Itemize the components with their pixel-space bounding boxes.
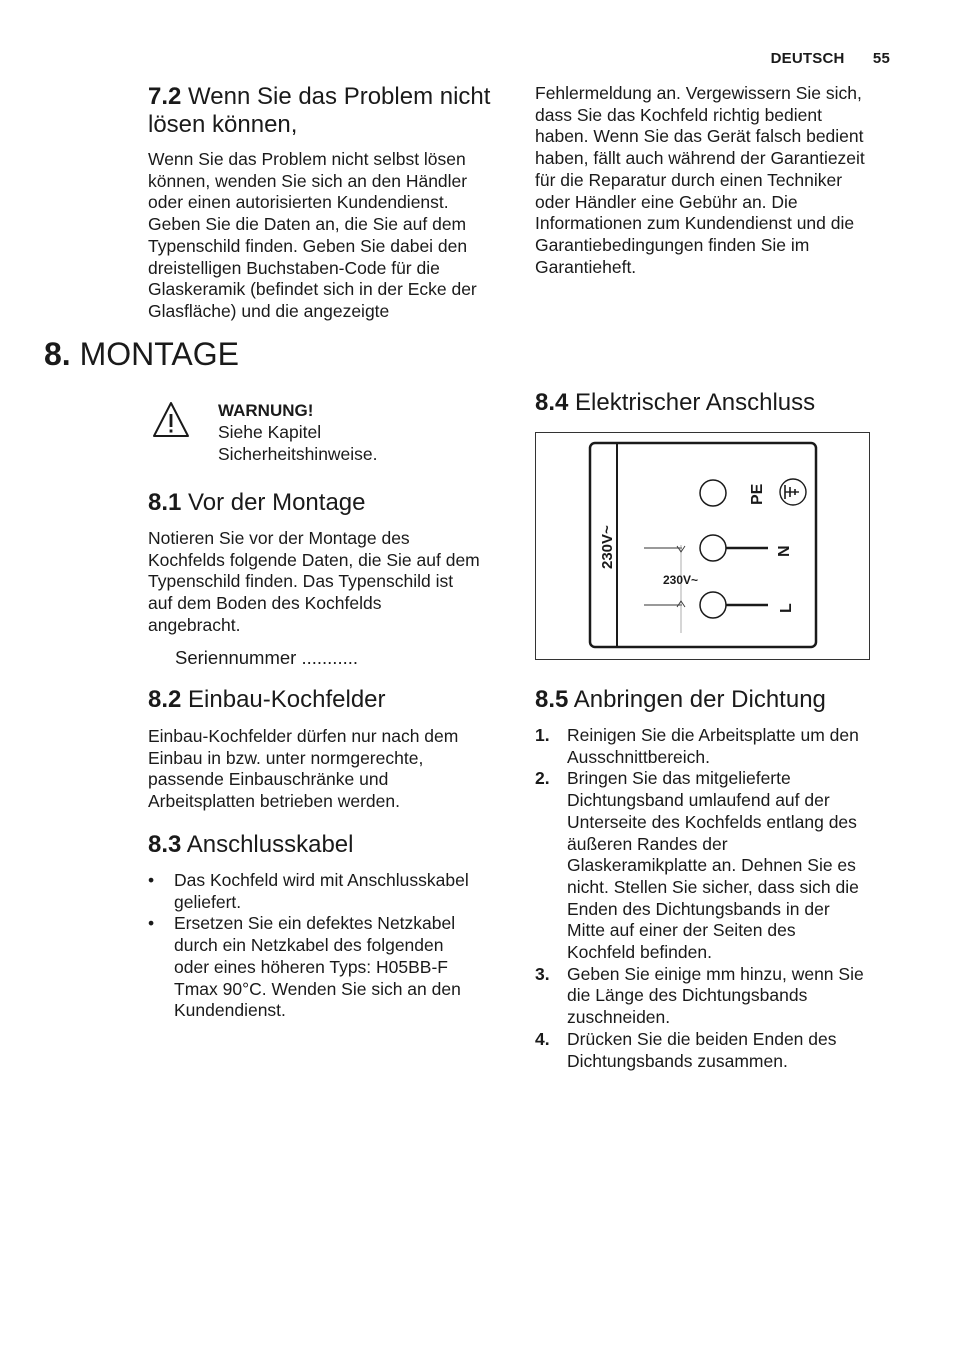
text-line: äußeren Randes der: [567, 833, 728, 854]
ground-symbol-icon: [780, 479, 806, 505]
step-number: 2.: [535, 768, 550, 789]
text-line: Notieren Sie vor der Montage des: [148, 528, 410, 548]
step-number: 4.: [535, 1028, 550, 1049]
list-item: [535, 1029, 905, 1072]
text-line: durch ein Netzkabel des folgenden: [174, 935, 444, 956]
list-item: [535, 964, 905, 1029]
section-title: Elektrischer Anschluss: [575, 389, 816, 416]
section-8-5-steps: [535, 725, 905, 1072]
section-number: 8.1: [148, 489, 182, 516]
text-line: haben, fällt auch während der Garantiezeit: [535, 148, 865, 169]
wiring-diagram: [535, 432, 870, 660]
list-item: [148, 870, 518, 913]
warning-text: Siehe Kapitel: [218, 422, 322, 442]
text-line: Glasfläche) und die angezeigte: [148, 300, 390, 321]
text-line: geliefert.: [174, 891, 242, 912]
section-number: 8.4: [535, 389, 569, 416]
page-number: 55: [872, 50, 890, 67]
serial-number-line: Seriennummer ...........: [175, 647, 359, 668]
section-title: Anschlusskabel: [186, 831, 354, 858]
text-line: angebracht.: [148, 614, 241, 635]
text-line: Mitte auf einer der Seiten des: [567, 920, 796, 941]
text-line: Einbau in bzw. unter normgerechte,: [148, 747, 424, 768]
text-line: Glaskeramik (befindet sich in der Ecke der: [148, 279, 477, 300]
bullet-marker: •: [148, 870, 155, 890]
text-line: die Länge des Dichtungsbands: [567, 985, 808, 1006]
text-line: auf dem Boden des Kochfelds: [148, 593, 382, 614]
section-number: 8.3: [148, 831, 182, 858]
text-line: Typenschild finden. Das Typenschild ist: [148, 571, 454, 592]
list-item: [535, 725, 905, 768]
warning-text: Sicherheitshinweise.: [218, 443, 378, 464]
section-7-2-text-right: [535, 83, 905, 278]
text-line: Reinigen Sie die Arbeitsplatte um den: [567, 725, 859, 745]
text-line: Garantiebedingungen finden Sie im: [535, 234, 810, 255]
text-line: dass Sie das Kochfeld richtig bedient: [535, 104, 822, 125]
warning-title: WARNUNG!: [218, 401, 314, 420]
section-title: Anbringen der Dichtung: [573, 686, 826, 713]
language-label: DEUTSCH: [770, 50, 845, 67]
section-8-1-text: [148, 528, 518, 637]
text-line: Typenschild finden. Geben Sie dabei den: [148, 235, 468, 256]
text-line: haben. Wenn Sie das Gerät falsch bedient: [535, 126, 864, 147]
text-line: Geben Sie einige mm hinzu, wenn Sie: [567, 963, 864, 984]
voltage-inner-label: 230V~: [663, 573, 699, 587]
section-8-1-heading: [148, 489, 366, 517]
text-line: Einbau-Kochfelder dürfen nur nach dem: [148, 726, 459, 746]
terminal-label-pe: PE: [749, 483, 766, 505]
section-number: 8.2: [148, 686, 182, 713]
section-8-4-heading: [535, 389, 815, 417]
text-line: Kochfeld befinden.: [567, 942, 712, 963]
section-number: 8.5: [535, 686, 569, 713]
text-line: für die Reparatur durch einen Techniker: [535, 169, 843, 190]
text-line: Ausschnittbereich.: [567, 746, 710, 767]
text-line: zuschneiden.: [567, 1007, 671, 1028]
text-line: Kundendienst.: [174, 1000, 286, 1021]
text-line: Dichtungsband umlaufend auf der: [567, 790, 830, 811]
chapter-title: MONTAGE: [79, 336, 239, 372]
list-item: [148, 913, 518, 1022]
bullet-marker: •: [148, 913, 155, 934]
chapter-heading: [44, 336, 239, 372]
text-line: Wenn Sie das Problem nicht selbst lösen: [148, 149, 466, 169]
section-7-2-heading: [148, 83, 518, 139]
text-line: Ersetzen Sie ein defektes Netzkabel: [174, 913, 456, 934]
text-line: passende Einbauschränke und: [148, 769, 389, 790]
terminal-label-l: L: [778, 603, 795, 613]
text-line: oder einen autorisierten Kundendienst.: [148, 192, 449, 213]
section-title-line: Wenn Sie das Problem nicht: [188, 83, 491, 110]
list-item: [535, 768, 905, 963]
text-line: oder Händler eine Gebühr an. Die: [535, 191, 798, 212]
section-title-line: lösen können,: [148, 111, 298, 138]
text-line: Garantieheft.: [535, 256, 637, 277]
page-header: [771, 50, 890, 67]
terminal-label-n: N: [776, 545, 793, 557]
section-8-2-text: [148, 726, 518, 813]
wiring-diagram-graphic: [536, 433, 869, 659]
text-line: können, wenden Sie sich an den Händler: [148, 170, 468, 191]
text-line: nicht. Stellen Sie sicher, dass sich die: [567, 876, 859, 897]
section-8-3-list: [148, 870, 518, 1022]
section-title: Einbau-Kochfelder: [188, 686, 386, 713]
section-8-5-heading: [535, 686, 826, 714]
section-title: Vor der Montage: [188, 489, 366, 516]
text-line: oder eines höheren Typs: H05BB-F: [174, 956, 449, 977]
text-line: Fehlermeldung an. Vergewissern Sie sich,: [535, 83, 862, 103]
text-line: Informationen zum Kundendienst und die: [535, 213, 855, 234]
chapter-number: 8.: [44, 336, 71, 372]
text-line: Glaskeramikplatte an. Dehnen Sie es: [567, 855, 856, 876]
text-line: Unterseite des Kochfelds entlang des: [567, 811, 857, 832]
voltage-main-label: 230V~: [599, 525, 616, 569]
section-number: 7.2: [148, 83, 182, 110]
text-line: Drücken Sie die beiden Enden des: [567, 1028, 837, 1049]
text-line: Kochfelds folgende Daten, die Sie auf dem: [148, 549, 480, 570]
section-8-3-heading: [148, 831, 353, 859]
text-line: Tmax 90°C. Wenden Sie sich an den: [174, 978, 461, 999]
step-number: 1.: [535, 725, 550, 745]
section-8-2-heading: [148, 686, 386, 714]
text-line: Bringen Sie das mitgelieferte: [567, 768, 791, 789]
warning-triangle-icon: [151, 400, 191, 440]
step-number: 3.: [535, 963, 550, 984]
warning-box: [218, 400, 498, 465]
text-line: dreistelligen Buchstaben-Code für die: [148, 257, 440, 278]
text-line: Geben Sie die Daten an, die Sie auf dem: [148, 214, 467, 235]
text-line: Arbeitsplatten betrieben werden.: [148, 791, 400, 812]
text-line: Enden des Dichtungsbands in der: [567, 898, 830, 919]
text-line: Das Kochfeld wird mit Anschlusskabel: [174, 870, 469, 890]
section-7-2-text-left: [148, 149, 518, 323]
text-line: Dichtungsbands zusammen.: [567, 1050, 788, 1071]
